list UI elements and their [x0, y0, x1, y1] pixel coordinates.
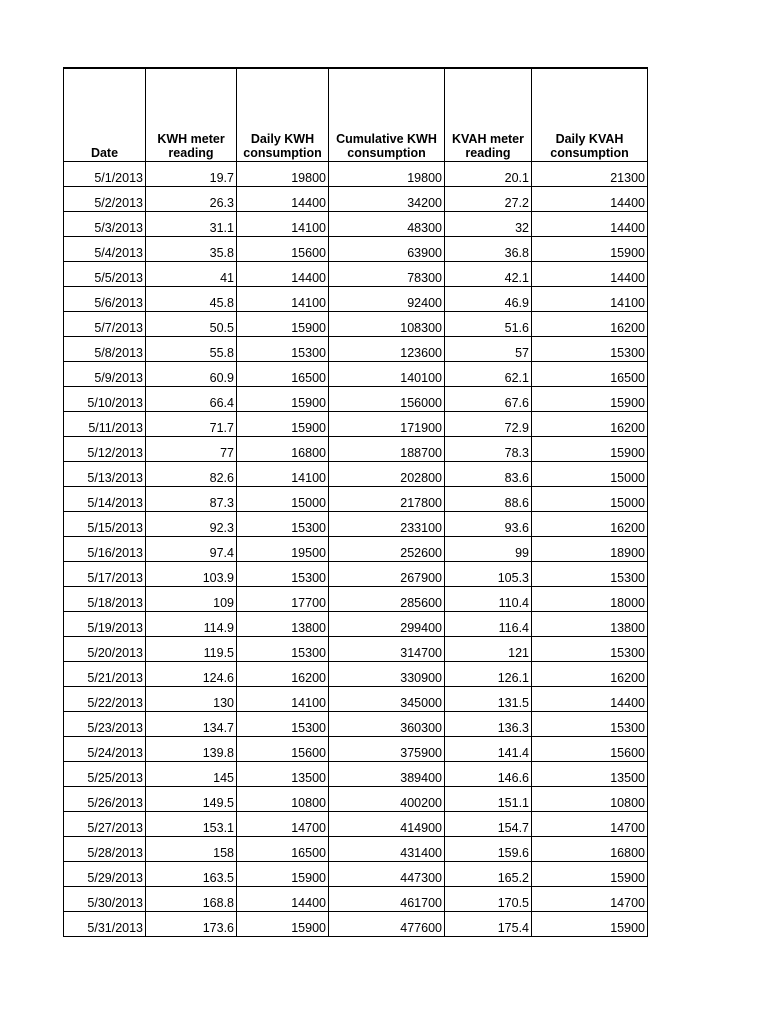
kwh-meter-reading-cell: 158 — [146, 837, 237, 862]
cumulative-kwh-cell: 92400 — [329, 287, 445, 312]
kwh-meter-reading-cell: 130 — [146, 687, 237, 712]
date-cell: 5/15/2013 — [64, 512, 146, 537]
kwh-meter-reading-cell: 124.6 — [146, 662, 237, 687]
kwh-meter-reading-cell: 45.8 — [146, 287, 237, 312]
cumulative-kwh-cell: 389400 — [329, 762, 445, 787]
daily-kvah-cell: 14400 — [532, 687, 648, 712]
table-row — [64, 512, 648, 537]
date-cell: 5/10/2013 — [64, 387, 146, 412]
daily-kwh-cell: 13800 — [237, 612, 329, 637]
daily-kvah-cell: 16200 — [532, 312, 648, 337]
kvah-meter-reading-cell: 51.6 — [445, 312, 532, 337]
cumulative-kwh-cell: 314700 — [329, 637, 445, 662]
cumulative-kwh-cell: 171900 — [329, 412, 445, 437]
table-row — [64, 737, 648, 762]
date-cell: 5/20/2013 — [64, 637, 146, 662]
daily-kwh-cell: 15300 — [237, 562, 329, 587]
date-cell: 5/25/2013 — [64, 762, 146, 787]
kwh-meter-reading-cell: 139.8 — [146, 737, 237, 762]
date-cell: 5/18/2013 — [64, 587, 146, 612]
kvah-meter-reading-cell: 105.3 — [445, 562, 532, 587]
table-row — [64, 887, 648, 912]
date-cell: 5/26/2013 — [64, 787, 146, 812]
table-row — [64, 687, 648, 712]
date-cell: 5/29/2013 — [64, 862, 146, 887]
cumulative-kwh-cell: 431400 — [329, 837, 445, 862]
daily-kwh-cell: 14100 — [237, 212, 329, 237]
cumulative-kwh-cell: 123600 — [329, 337, 445, 362]
kwh-meter-reading-cell: 77 — [146, 437, 237, 462]
cumulative-kwh-cell: 202800 — [329, 462, 445, 487]
kwh-meter-reading-cell: 119.5 — [146, 637, 237, 662]
kvah-meter-reading-cell: 46.9 — [445, 287, 532, 312]
meter-readings-table — [63, 67, 648, 937]
date-cell: 5/16/2013 — [64, 537, 146, 562]
kwh-meter-reading-cell: 134.7 — [146, 712, 237, 737]
cumulative-kwh-cell: 477600 — [329, 912, 445, 937]
daily-kwh-cell: 14100 — [237, 462, 329, 487]
kvah-meter-reading-cell: 110.4 — [445, 587, 532, 612]
daily-kvah-cell: 15900 — [532, 387, 648, 412]
kwh-meter-reading-cell: 71.7 — [146, 412, 237, 437]
daily-kwh-cell: 16500 — [237, 362, 329, 387]
kvah-meter-reading-cell: 116.4 — [445, 612, 532, 637]
kvah-meter-reading-cell: 99 — [445, 537, 532, 562]
daily-kwh-cell: 15600 — [237, 237, 329, 262]
daily-kvah-cell: 18000 — [532, 587, 648, 612]
date-cell: 5/21/2013 — [64, 662, 146, 687]
kwh-meter-reading-cell: 168.8 — [146, 887, 237, 912]
daily-kvah-cell: 15300 — [532, 637, 648, 662]
date-cell: 5/31/2013 — [64, 912, 146, 937]
date-cell: 5/13/2013 — [64, 462, 146, 487]
cumulative-kwh-cell: 267900 — [329, 562, 445, 587]
daily-kwh-cell: 15900 — [237, 387, 329, 412]
header-kvah-meter-reading: KVAH meter reading — [445, 68, 532, 162]
daily-kwh-cell: 15900 — [237, 862, 329, 887]
kvah-meter-reading-cell: 42.1 — [445, 262, 532, 287]
table-row — [64, 912, 648, 937]
daily-kwh-cell: 15300 — [237, 712, 329, 737]
cumulative-kwh-cell: 252600 — [329, 537, 445, 562]
daily-kvah-cell: 14400 — [532, 212, 648, 237]
date-cell: 5/5/2013 — [64, 262, 146, 287]
kwh-meter-reading-cell: 114.9 — [146, 612, 237, 637]
daily-kvah-cell: 21300 — [532, 162, 648, 187]
table-row — [64, 562, 648, 587]
table-row — [64, 237, 648, 262]
kvah-meter-reading-cell: 146.6 — [445, 762, 532, 787]
date-cell: 5/11/2013 — [64, 412, 146, 437]
table-row — [64, 537, 648, 562]
cumulative-kwh-cell: 140100 — [329, 362, 445, 387]
table-row — [64, 862, 648, 887]
kwh-meter-reading-cell: 26.3 — [146, 187, 237, 212]
kvah-meter-reading-cell: 72.9 — [445, 412, 532, 437]
kvah-meter-reading-cell: 88.6 — [445, 487, 532, 512]
daily-kvah-cell: 15900 — [532, 862, 648, 887]
kwh-meter-reading-cell: 87.3 — [146, 487, 237, 512]
date-cell: 5/24/2013 — [64, 737, 146, 762]
kvah-meter-reading-cell: 32 — [445, 212, 532, 237]
kwh-meter-reading-cell: 19.7 — [146, 162, 237, 187]
daily-kvah-cell: 15900 — [532, 437, 648, 462]
table-row — [64, 712, 648, 737]
kwh-meter-reading-cell: 31.1 — [146, 212, 237, 237]
cumulative-kwh-cell: 19800 — [329, 162, 445, 187]
table-body — [64, 162, 648, 937]
kwh-meter-reading-cell: 109 — [146, 587, 237, 612]
cumulative-kwh-cell: 48300 — [329, 212, 445, 237]
date-cell: 5/2/2013 — [64, 187, 146, 212]
cumulative-kwh-cell: 414900 — [329, 812, 445, 837]
daily-kwh-cell: 15300 — [237, 512, 329, 537]
cumulative-kwh-cell: 330900 — [329, 662, 445, 687]
cumulative-kwh-cell: 188700 — [329, 437, 445, 462]
kwh-meter-reading-cell: 41 — [146, 262, 237, 287]
daily-kvah-cell: 16200 — [532, 512, 648, 537]
daily-kvah-cell: 14400 — [532, 187, 648, 212]
daily-kvah-cell: 16500 — [532, 362, 648, 387]
daily-kwh-cell: 14400 — [237, 887, 329, 912]
date-cell: 5/14/2013 — [64, 487, 146, 512]
table-row — [64, 337, 648, 362]
daily-kwh-cell: 14100 — [237, 287, 329, 312]
kvah-meter-reading-cell: 121 — [445, 637, 532, 662]
daily-kvah-cell: 13800 — [532, 612, 648, 637]
date-cell: 5/4/2013 — [64, 237, 146, 262]
kvah-meter-reading-cell: 62.1 — [445, 362, 532, 387]
kwh-meter-reading-cell: 145 — [146, 762, 237, 787]
table-row — [64, 812, 648, 837]
daily-kwh-cell: 16200 — [237, 662, 329, 687]
daily-kvah-cell: 10800 — [532, 787, 648, 812]
cumulative-kwh-cell: 375900 — [329, 737, 445, 762]
daily-kvah-cell: 15600 — [532, 737, 648, 762]
cumulative-kwh-cell: 461700 — [329, 887, 445, 912]
daily-kwh-cell: 15300 — [237, 337, 329, 362]
date-cell: 5/23/2013 — [64, 712, 146, 737]
kwh-meter-reading-cell: 35.8 — [146, 237, 237, 262]
daily-kwh-cell: 19800 — [237, 162, 329, 187]
table-row — [64, 287, 648, 312]
date-cell: 5/6/2013 — [64, 287, 146, 312]
daily-kwh-cell: 17700 — [237, 587, 329, 612]
daily-kwh-cell: 15000 — [237, 487, 329, 512]
daily-kvah-cell: 15300 — [532, 562, 648, 587]
kvah-meter-reading-cell: 78.3 — [445, 437, 532, 462]
table-row — [64, 412, 648, 437]
table-row — [64, 462, 648, 487]
kvah-meter-reading-cell: 175.4 — [445, 912, 532, 937]
kvah-meter-reading-cell: 93.6 — [445, 512, 532, 537]
kvah-meter-reading-cell: 126.1 — [445, 662, 532, 687]
kvah-meter-reading-cell: 141.4 — [445, 737, 532, 762]
kvah-meter-reading-cell: 136.3 — [445, 712, 532, 737]
header-date: Date — [64, 68, 146, 162]
daily-kvah-cell: 14700 — [532, 887, 648, 912]
kwh-meter-reading-cell: 60.9 — [146, 362, 237, 387]
date-cell: 5/7/2013 — [64, 312, 146, 337]
kwh-meter-reading-cell: 55.8 — [146, 337, 237, 362]
kwh-meter-reading-cell: 92.3 — [146, 512, 237, 537]
daily-kwh-cell: 10800 — [237, 787, 329, 812]
header-cumulative-kwh-consumption: Cumulative KWH consumption — [329, 68, 445, 162]
date-cell: 5/3/2013 — [64, 212, 146, 237]
table-row — [64, 762, 648, 787]
date-cell: 5/27/2013 — [64, 812, 146, 837]
table-header — [64, 68, 648, 162]
kvah-meter-reading-cell: 83.6 — [445, 462, 532, 487]
kvah-meter-reading-cell: 36.8 — [445, 237, 532, 262]
table-row — [64, 587, 648, 612]
kwh-meter-reading-cell: 66.4 — [146, 387, 237, 412]
cumulative-kwh-cell: 233100 — [329, 512, 445, 537]
daily-kwh-cell: 14100 — [237, 687, 329, 712]
cumulative-kwh-cell: 360300 — [329, 712, 445, 737]
kvah-meter-reading-cell: 151.1 — [445, 787, 532, 812]
cumulative-kwh-cell: 34200 — [329, 187, 445, 212]
date-cell: 5/17/2013 — [64, 562, 146, 587]
daily-kvah-cell: 13500 — [532, 762, 648, 787]
date-cell: 5/8/2013 — [64, 337, 146, 362]
cumulative-kwh-cell: 156000 — [329, 387, 445, 412]
kvah-meter-reading-cell: 170.5 — [445, 887, 532, 912]
daily-kvah-cell: 15900 — [532, 912, 648, 937]
cumulative-kwh-cell: 78300 — [329, 262, 445, 287]
kvah-meter-reading-cell: 154.7 — [445, 812, 532, 837]
header-daily-kwh-consumption: Daily KWH consumption — [237, 68, 329, 162]
daily-kvah-cell: 14100 — [532, 287, 648, 312]
daily-kvah-cell: 15900 — [532, 237, 648, 262]
daily-kwh-cell: 14400 — [237, 187, 329, 212]
table-row — [64, 637, 648, 662]
date-cell: 5/22/2013 — [64, 687, 146, 712]
daily-kvah-cell: 15300 — [532, 712, 648, 737]
daily-kvah-cell: 18900 — [532, 537, 648, 562]
date-cell: 5/12/2013 — [64, 437, 146, 462]
date-cell: 5/28/2013 — [64, 837, 146, 862]
table-row — [64, 387, 648, 412]
table-row — [64, 612, 648, 637]
kvah-meter-reading-cell: 131.5 — [445, 687, 532, 712]
header-kwh-meter-reading: KWH meter reading — [146, 68, 237, 162]
cumulative-kwh-cell: 447300 — [329, 862, 445, 887]
table-row — [64, 312, 648, 337]
daily-kvah-cell: 14700 — [532, 812, 648, 837]
daily-kvah-cell: 16200 — [532, 662, 648, 687]
daily-kwh-cell: 14400 — [237, 262, 329, 287]
kwh-meter-reading-cell: 103.9 — [146, 562, 237, 587]
daily-kvah-cell: 16200 — [532, 412, 648, 437]
kwh-meter-reading-cell: 97.4 — [146, 537, 237, 562]
table-row — [64, 187, 648, 212]
kwh-meter-reading-cell: 163.5 — [146, 862, 237, 887]
daily-kvah-cell: 15000 — [532, 462, 648, 487]
cumulative-kwh-cell: 299400 — [329, 612, 445, 637]
kvah-meter-reading-cell: 57 — [445, 337, 532, 362]
cumulative-kwh-cell: 217800 — [329, 487, 445, 512]
daily-kvah-cell: 15300 — [532, 337, 648, 362]
daily-kvah-cell: 15000 — [532, 487, 648, 512]
daily-kwh-cell: 15900 — [237, 412, 329, 437]
daily-kwh-cell: 13500 — [237, 762, 329, 787]
table-row — [64, 212, 648, 237]
daily-kwh-cell: 15600 — [237, 737, 329, 762]
table-row — [64, 162, 648, 187]
kwh-meter-reading-cell: 173.6 — [146, 912, 237, 937]
table-row — [64, 662, 648, 687]
table-row — [64, 787, 648, 812]
daily-kvah-cell: 16800 — [532, 837, 648, 862]
kwh-meter-reading-cell: 82.6 — [146, 462, 237, 487]
daily-kwh-cell: 15900 — [237, 912, 329, 937]
daily-kvah-cell: 14400 — [532, 262, 648, 287]
date-cell: 5/9/2013 — [64, 362, 146, 387]
cumulative-kwh-cell: 63900 — [329, 237, 445, 262]
date-cell: 5/19/2013 — [64, 612, 146, 637]
kvah-meter-reading-cell: 20.1 — [445, 162, 532, 187]
daily-kwh-cell: 15300 — [237, 637, 329, 662]
kvah-meter-reading-cell: 27.2 — [445, 187, 532, 212]
header-row — [64, 68, 648, 162]
kwh-meter-reading-cell: 50.5 — [146, 312, 237, 337]
cumulative-kwh-cell: 285600 — [329, 587, 445, 612]
daily-kwh-cell: 14700 — [237, 812, 329, 837]
date-cell: 5/30/2013 — [64, 887, 146, 912]
daily-kwh-cell: 16800 — [237, 437, 329, 462]
cumulative-kwh-cell: 345000 — [329, 687, 445, 712]
table-row — [64, 837, 648, 862]
table-row — [64, 262, 648, 287]
daily-kwh-cell: 19500 — [237, 537, 329, 562]
date-cell: 5/1/2013 — [64, 162, 146, 187]
table-row — [64, 437, 648, 462]
daily-kwh-cell: 16500 — [237, 837, 329, 862]
kvah-meter-reading-cell: 159.6 — [445, 837, 532, 862]
kvah-meter-reading-cell: 67.6 — [445, 387, 532, 412]
cumulative-kwh-cell: 400200 — [329, 787, 445, 812]
kwh-meter-reading-cell: 153.1 — [146, 812, 237, 837]
table-row — [64, 362, 648, 387]
header-daily-kvah-consumption: Daily KVAH consumption — [532, 68, 648, 162]
kvah-meter-reading-cell: 165.2 — [445, 862, 532, 887]
daily-kwh-cell: 15900 — [237, 312, 329, 337]
cumulative-kwh-cell: 108300 — [329, 312, 445, 337]
table-row — [64, 487, 648, 512]
kwh-meter-reading-cell: 149.5 — [146, 787, 237, 812]
